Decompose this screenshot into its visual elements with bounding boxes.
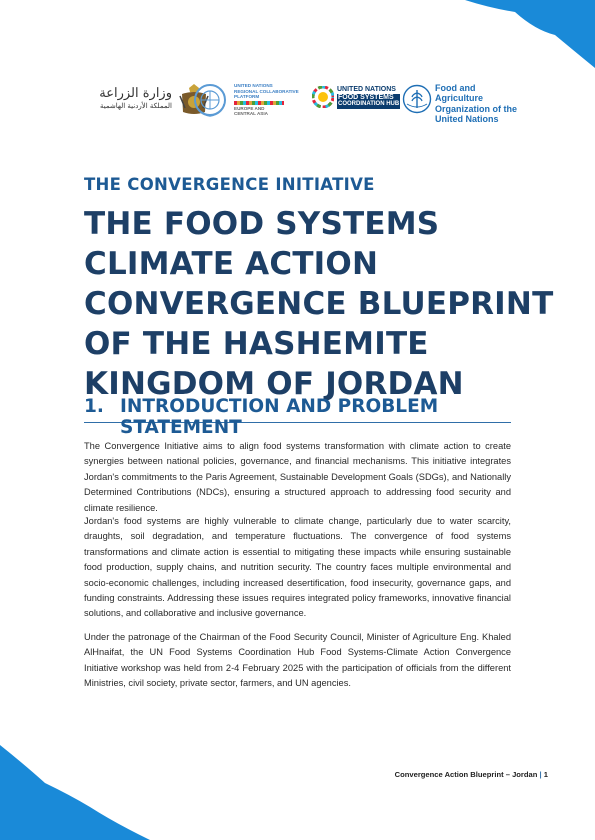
fao-line-1: Food and Agriculture (435, 83, 484, 104)
un-regional-platform-logo (192, 80, 312, 120)
un-food-systems-hub-logo (312, 80, 402, 120)
un-platform-line-5: CENTRAL ASIA (234, 111, 268, 117)
footer-label: Convergence Action Blueprint – Jordan (394, 770, 538, 779)
unfs-line-1: UNITED NATIONS (337, 86, 396, 93)
fao-line-2: Organization of the (435, 103, 517, 114)
ministry-of-agriculture-logo (92, 80, 172, 120)
paragraph-3: Under the patronage of the Chairman of the Food Security Council, Minister of Agriculture Eng. Khaled AlHnaifat, the UN Food Systems Coordination Hub Food Systems-Climate Action Convergence Initiative workshop was held from 2-4 February 2025 with the participation of officials from the different Ministries, civil society, private sector, farmers, and UN agencies. (84, 632, 511, 689)
paragraph-1: The Convergence Initiative aims to align food systems transformation with climate action to create synergies between national policies, governance, and financial mechanisms. This initiative integrates Jordan's commitments to the Paris Agreement, Sustainable Development Goals (SDGs), and Nationally Determined Contributions (NDCs), ensuring a structured approach to addressing food security and climate resilience. (84, 441, 511, 513)
unfs-line-2: FOOD SYSTEMS (337, 94, 400, 102)
fao-logo (402, 80, 522, 125)
un-platform-line-1: UNITED NATIONS (234, 83, 273, 88)
paragraph-2: Jordan's food systems are highly vulnerable to climate change, particularly due to water scarcity, draughts, soil degradation, and temperature fluctuations. The convergence of food systems transformations and climate action is essential to mitigating these impacts while ensuring sustainable food production, supply chains, and nutrition security. The country faces multiple environmental and socio-economic challenges, including increased desertification, food insecurity, governance gaps, and funding constraints. Addressing these issues requires integrated policy frameworks, innovative financial solutions, and collaborative and inclusive governance. (84, 516, 511, 619)
corner-decoration-bottom-left (0, 745, 160, 840)
corner-decoration-top-right (455, 0, 595, 70)
footer-separator: | (539, 770, 542, 779)
un-platform-line-4: EUROPE AND (234, 105, 265, 111)
fao-wheat-emblem-icon (402, 84, 432, 114)
section-number: 1. (84, 396, 104, 417)
fao-line-3: United Nations (435, 114, 499, 125)
page-title: THE FOOD SYSTEMS CLIMATE ACTION CONVERGENCE BLUEPRINT OF THE HASHEMITE KINGDOM OF JORDAN (84, 206, 554, 402)
section-title: INTRODUCTION AND PROBLEM STATEMENT (120, 396, 439, 438)
un-platform-dots (234, 101, 284, 105)
partner-logos (92, 80, 522, 125)
ministry-arabic-subtitle: المملكة الأردنية الهاشمية (99, 102, 172, 110)
ministry-arabic-name: وزارة الزراعة (99, 86, 172, 101)
un-platform-line-3: PLATFORM (234, 94, 260, 100)
page-footer (395, 770, 548, 779)
unfs-line-3: COORDINATION HUB (338, 101, 400, 108)
un-wreath-emblem-icon (192, 82, 228, 118)
section-heading (84, 396, 511, 438)
sdg-color-wheel-icon (312, 86, 334, 108)
un-platform-line-2: REGIONAL COLLABORATIVE (234, 88, 299, 94)
page-number: 1 (543, 770, 548, 779)
initiative-label: THE CONVERGENCE INITIATIVE (84, 175, 375, 194)
